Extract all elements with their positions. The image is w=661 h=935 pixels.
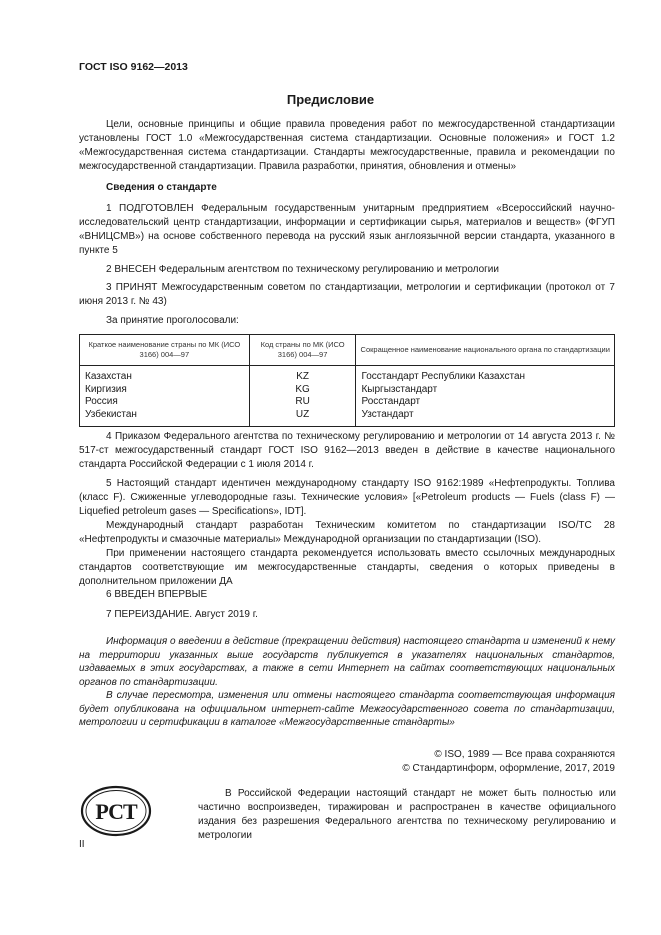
table-row xyxy=(80,396,615,409)
country-cell: Россия xyxy=(80,396,250,409)
rst-logo-icon xyxy=(79,784,153,838)
item-5-committee: Международный стандарт разработан Техническим комитетом по стандартизации ISO/TC 28 «Нефтепродукты и смазочные материалы» Международной организации по стандартизации (ISO). xyxy=(79,520,615,545)
item-5-block xyxy=(79,477,615,589)
vote-table-header-country: Краткое наименование страны по МК (ИСО 3166) 004—97 xyxy=(80,335,250,366)
notice-revision-info: В случае пересмотра, изменения или отмены настоящего стандарта соответствующая информация будет опубликована на официальном интернет-сайте Межгосударственного совета по стандартизации, метрологии и сертификации в каталоге «Межгосударственные стандарты» xyxy=(79,690,615,728)
item-1-block xyxy=(79,202,615,258)
code-cell: KZ xyxy=(249,366,356,384)
rf-notice-block xyxy=(198,787,616,843)
body-cell: Госстандарт Республики Казахстан xyxy=(356,366,615,384)
page-number: II xyxy=(79,839,85,850)
vote-table xyxy=(79,334,615,427)
page-title: Предисловие xyxy=(286,92,375,107)
item-5: 5 Настоящий стандарт идентичен международному стандарту ISO 9162:1989 «Нефтепродукты. Топлива (класс F). Сжиженные углеводородные газы. Технические условия» [«Petroleum products — Fuels (class F) — Liquefied petroleum gases — Specifications», IDT]. xyxy=(79,478,615,517)
document-code: ГОСТ ISO 9162—2013 xyxy=(79,61,188,73)
country-cell: Казахстан xyxy=(80,366,250,384)
table-row xyxy=(80,366,615,384)
item-4-block xyxy=(79,430,615,472)
item-7: 7 ПЕРЕИЗДАНИЕ. Август 2019 г. xyxy=(106,609,258,620)
item-1: 1 ПОДГОТОВЛЕН Федеральным государственным унитарным предприятием «Всероссийский научно-исследовательский центр стандартизации, информации и сертификации сырья, материалов и веществ» (ФГУП «ВНИЦСМВ») на основе собственного перевода на русский язык англоязычной версии стандарта, указанного в пункте 5 xyxy=(79,203,615,256)
notice-introduction-info: Информация о введении в действие (прекращении действия) настоящего стандарта и изменений к нему на территории указанных выше государств публикуется в указателях национальных стандартов, издаваемых в этих государствах, а также в сети Интернет на сайтах соответствующих национальных органов по стандартизации. xyxy=(79,636,615,688)
table-row xyxy=(80,409,615,427)
item-2-block xyxy=(79,263,615,277)
code-cell: KG xyxy=(249,384,356,397)
vote-label-block xyxy=(79,314,615,328)
item-5-application: При применении настоящего стандарта рекомендуется использовать вместо ссылочных международных стандартов соответствующие им межгосударственные стандарты, сведения о которых приведены в дополнительном приложении ДА xyxy=(79,548,615,587)
rf-notice: В Российской Федерации настоящий стандарт не может быть полностью или частично воспроизведен, тиражирован и распространен в качестве официального издания без разрешения Федерального агентства по техническому регулированию и метрологии xyxy=(198,788,616,841)
item-4: 4 Приказом Федерального агентства по техническому регулированию и метрологии от 14 августа 2013 г. № 517-ст межгосударственный стандарт ГОСТ ISO 9162—2013 введен в действие в качестве национального стандарта Российской Федерации с 1 июля 2014 г. xyxy=(79,431,615,470)
body-cell: Кыргызстандарт xyxy=(356,384,615,397)
section-heading: Сведения о стандарте xyxy=(106,182,217,193)
item-3: 3 ПРИНЯТ Межгосударственным советом по стандартизации, метрологии и сертификации (протокол от 7 июня 2013 г. № 43) xyxy=(79,282,615,307)
intro-block xyxy=(79,118,615,174)
vote-table-header-body: Сокращенное наименование национального органа по стандартизации xyxy=(356,335,615,366)
item-6-block xyxy=(79,588,615,602)
vote-table-header-code: Код страны по МК (ИСО 3166) 004—97 xyxy=(249,335,356,366)
rst-logo-text: РСТ xyxy=(95,799,137,824)
vote-label: За принятие проголосовали: xyxy=(106,315,239,326)
notice-block xyxy=(79,635,615,730)
code-cell: UZ xyxy=(249,409,356,427)
code-cell: RU xyxy=(249,396,356,409)
country-cell: Узбекистан xyxy=(80,409,250,427)
item-6: 6 ВВЕДЕН ВПЕРВЫЕ xyxy=(106,589,208,600)
table-row xyxy=(80,384,615,397)
section-heading-block xyxy=(79,181,615,195)
intro-paragraph: Цели, основные принципы и общие правила проведения работ по межгосударственной стандартизации установлены ГОСТ 1.0 «Межгосударственная система стандартизации. Основные положения» и ГОСТ 1.2 «Межгосударственная система стандартизации. Стандарты межгосударственные, правила и рекомендации по межгосударственной стандартизации. Правила разработки, принятия, обновления и отмены» xyxy=(79,119,615,172)
copyright-iso: © ISO, 1989 — Все права сохраняются xyxy=(434,749,615,760)
item-7-block xyxy=(79,608,615,622)
country-cell: Киргизия xyxy=(80,384,250,397)
item-3-block xyxy=(79,281,615,309)
item-2: 2 ВНЕСЕН Федеральным агентством по техническому регулированию и метрологии xyxy=(106,264,499,275)
copyright-block xyxy=(79,748,615,776)
body-cell: Узстандарт xyxy=(356,409,615,427)
copyright-standartinform: © Стандартинформ, оформление, 2017, 2019 xyxy=(402,763,615,774)
body-cell: Росстандарт xyxy=(356,396,615,409)
vote-table-header-row xyxy=(80,335,615,366)
